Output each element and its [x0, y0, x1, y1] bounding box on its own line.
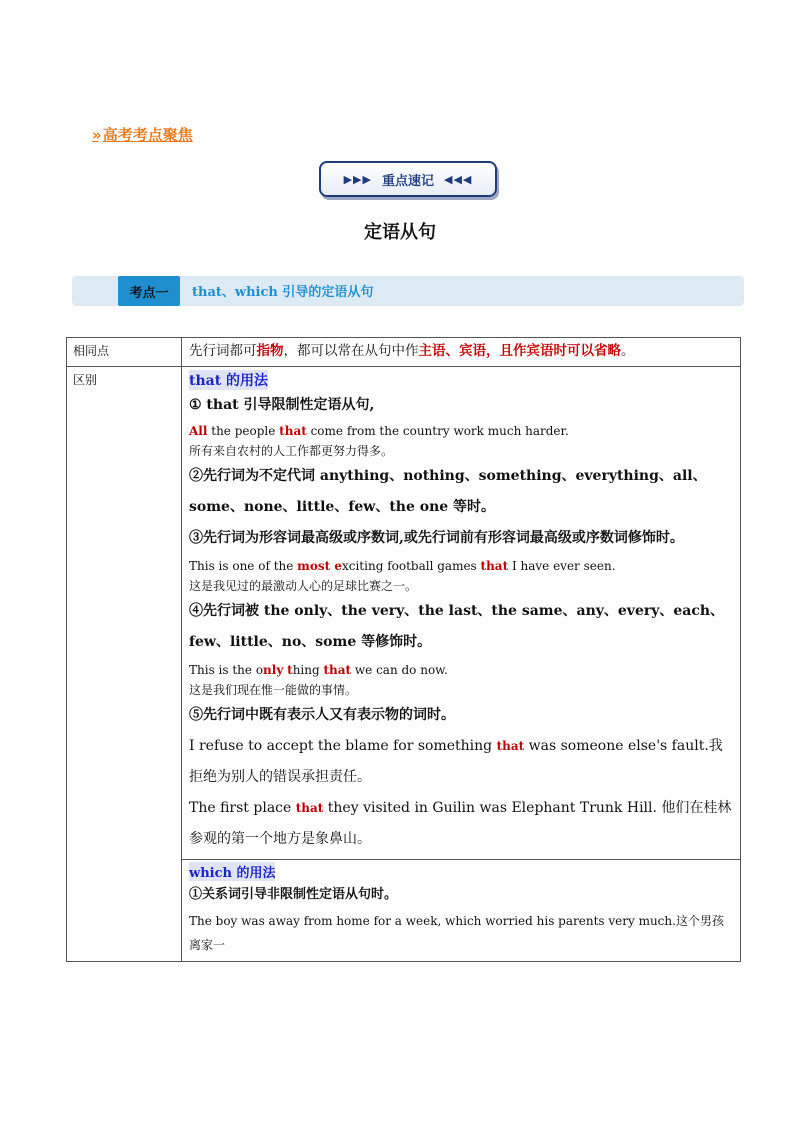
topic-tag: 考点一 [118, 276, 180, 306]
heading-link[interactable] [92, 124, 193, 145]
that-rule-4: ④先行词被 the only、the very、the last、the same、any、every、each、few、little、no、some 等修饰时。 [189, 603, 725, 650]
which-usage-title: which 的用法 [189, 862, 275, 881]
highlight-span: 主语、宾语，且作宾语时可以省略 [418, 343, 621, 359]
text-span: the people [207, 424, 280, 438]
text-span: was someone else's fault.我拒绝为别人的错误承担责任。 [189, 738, 723, 785]
key-points-banner [319, 161, 497, 197]
that-example-5b [189, 793, 734, 855]
that-example-1 [189, 421, 734, 441]
section-title: 定语从句 [364, 222, 436, 243]
text-span: I have ever seen. [508, 559, 616, 573]
that-example-5a [189, 731, 734, 793]
that-example-3 [189, 556, 734, 576]
similarity-text [182, 338, 741, 367]
that-usage-title: that 的用法 [189, 370, 268, 390]
that-example-3-translation: 这是我见过的最激动人心的足球比赛之一。 [189, 579, 418, 593]
that-example-4-translation: 这是我们现在惟一能做的事情。 [189, 683, 358, 697]
left-arrows-icon: ◀◀◀ [444, 172, 473, 186]
heading-link-text: 高考考点聚焦 [102, 126, 193, 144]
that-example-1-translation: 所有来自农村的人工作都更努力得多。 [189, 444, 394, 458]
comparison-table [66, 337, 741, 962]
highlight-span: nly [263, 663, 284, 677]
text-span: This is the o [189, 663, 264, 677]
table-row [67, 338, 741, 367]
highlight-span: that [279, 424, 307, 438]
that-rule-2: ②先行词为不定代词 anything、nothing、something、everything、all、some、none、little、few、the one 等时。 [189, 468, 707, 515]
highlight-span: All [189, 424, 208, 438]
that-rule-3: ③先行词为形容词最高级或序数词,或先行词前有形容词最高级或序数词修饰时。 [189, 530, 684, 546]
that-example-4 [189, 660, 734, 680]
text-span: come from the country work much harder. [306, 424, 569, 438]
highlight-span: t [287, 663, 293, 677]
text-span: I refuse to accept the blame for something [189, 738, 497, 754]
text-span: we can do now. [351, 663, 448, 677]
which-usage-cell [182, 860, 741, 962]
text-span: 。 [621, 343, 635, 359]
highlight-span: that [480, 559, 509, 573]
text-span: The first place [189, 800, 296, 816]
that-usage-cell [182, 367, 741, 860]
text-span: 先行词都可 [189, 343, 257, 359]
text-span: xciting football games [341, 559, 481, 573]
text-span: they visited in Guilin was Elephant Trunk Hill. 他们在桂林参观的第一个地方是象鼻山。 [189, 800, 732, 847]
highlight-span: that [323, 663, 352, 677]
right-arrows-icon: ▶▶▶ [343, 172, 372, 186]
highlight-span: most e [297, 559, 342, 573]
topic-text: that、which 引导的定语从句 [192, 285, 374, 300]
highlight-span: that [295, 801, 324, 815]
which-example-1: The boy was away from home for a week, which worried his parents very much.这个男孩离家一 [189, 914, 724, 952]
that-rule-5: ⑤先行词中既有表示人又有表示物的词时。 [189, 707, 455, 723]
highlight-span: that [496, 739, 525, 753]
text-span: ，都可以常在从句中作 [283, 343, 419, 359]
text-span: hing [292, 663, 324, 677]
table-row [67, 367, 741, 860]
that-rule-1: ① that 引导限制性定语从句, [189, 397, 375, 413]
which-rule-1: ①关系词引导非限制性定语从句时。 [189, 887, 398, 902]
row-label-difference: 区别 [67, 367, 182, 962]
row-label-similarity: 相同点 [67, 338, 182, 367]
text-span: This is one of the [189, 559, 298, 573]
banner-label: 重点速记 [381, 173, 434, 189]
double-chevron-icon: » [92, 126, 99, 144]
highlight-span: 指物 [256, 343, 284, 359]
